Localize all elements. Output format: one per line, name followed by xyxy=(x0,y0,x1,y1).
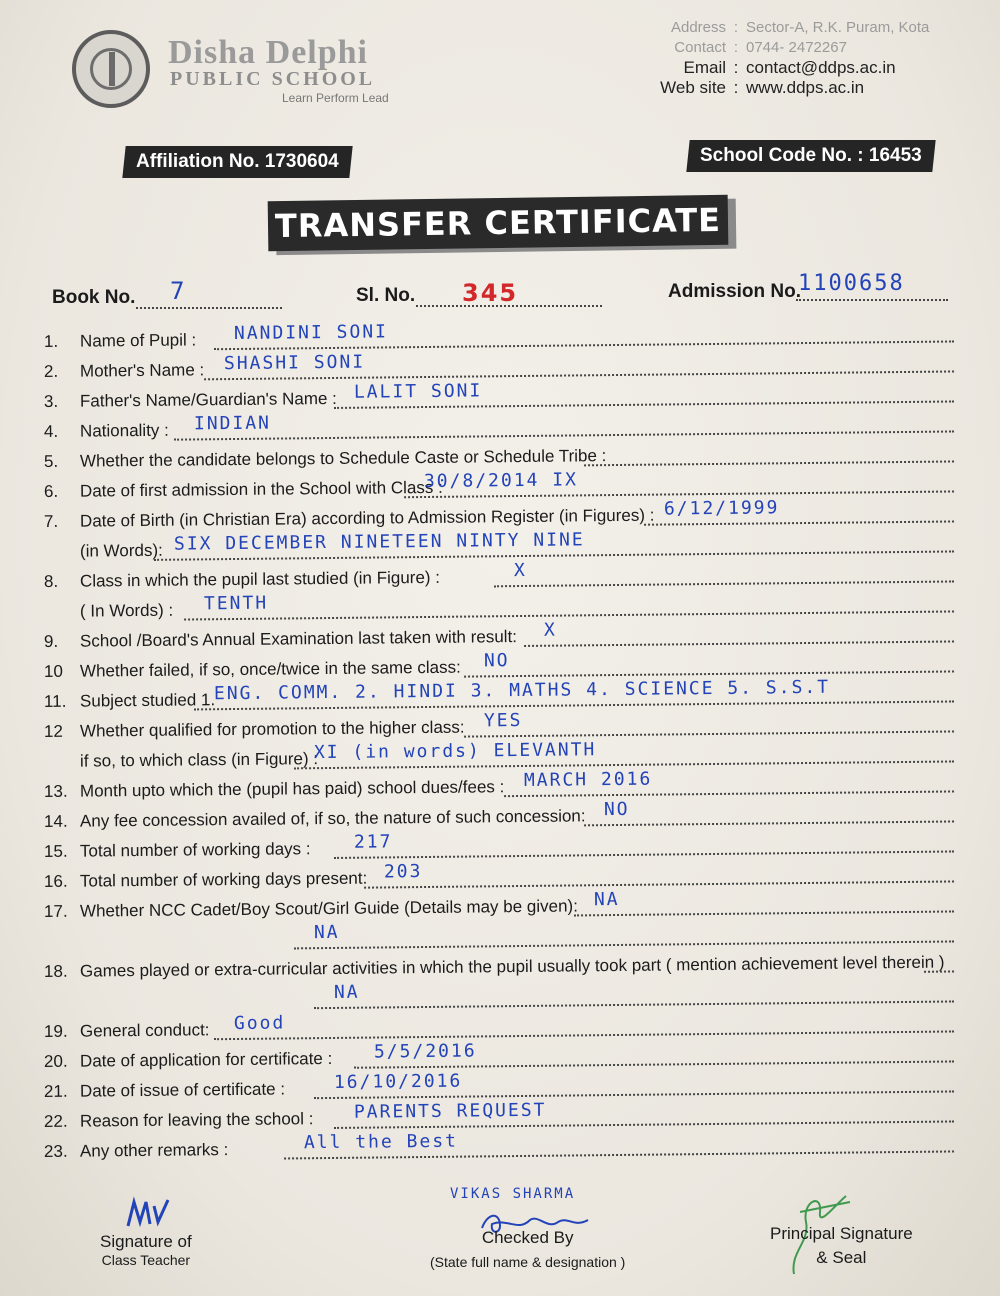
field-dotted-line xyxy=(494,580,954,587)
field-value: 217 xyxy=(353,831,393,853)
field-label: Class in which the pupil last studied (in Figure) : xyxy=(79,567,441,591)
field-label: Month upto which the (pupil has paid) school dues/fees : xyxy=(79,777,505,801)
school-tagline: Learn Perform Lead xyxy=(282,91,389,105)
field-label: (in Words): xyxy=(79,540,163,561)
field-dotted-line xyxy=(574,910,954,916)
field-number: 6. xyxy=(43,481,59,501)
school-subtitle: PUBLIC SCHOOL xyxy=(170,68,376,90)
contact-email: Email : contact@ddps.ac.in xyxy=(683,58,896,77)
admission-no-value: 1100658 xyxy=(798,271,905,296)
field-label: Father's Name/Guardian's Name : xyxy=(79,388,337,411)
contact-address: Address : Sector-A, R.K. Puram, Kota xyxy=(670,19,930,36)
field-dotted-line xyxy=(524,640,954,647)
affiliation-badge: Affiliation No. 1730604 xyxy=(122,146,352,178)
field-number: 22. xyxy=(43,1111,68,1131)
field-number: 14. xyxy=(43,811,68,831)
field-label: Date of application for certificate : xyxy=(79,1048,333,1071)
field-number: 7. xyxy=(43,511,59,531)
field-label: Total number of working days : xyxy=(79,839,311,861)
field-value: TENTH xyxy=(203,592,269,615)
field-label: Mother's Name : xyxy=(79,360,205,381)
field-number: 17. xyxy=(43,901,68,921)
checked-by-signature: Checked By (State full name & designation ) xyxy=(430,1228,626,1270)
field-value: SIX DECEMBER NINETEEN NINTY NINE xyxy=(173,529,585,555)
field-label: Nationality : xyxy=(79,420,169,441)
school-code-badge: School Code No. : 16453 xyxy=(686,140,935,172)
field-label: if so, to which class (in Figure) : xyxy=(79,749,319,771)
checked-by-name: VIKAS SHARMA xyxy=(450,1186,576,1202)
field-value: 203 xyxy=(383,861,423,883)
field-dotted-line xyxy=(334,850,954,858)
field-number: 10 xyxy=(43,661,64,681)
field-value: MARCH 2016 xyxy=(523,768,653,791)
field-dotted-line xyxy=(924,970,954,972)
field-value: 16/10/2016 xyxy=(333,1070,463,1093)
book-no-value: 7 xyxy=(170,277,187,305)
field-number: 18. xyxy=(43,961,68,981)
contact-website: Web site : www.ddps.ac.in xyxy=(660,78,865,97)
field-label: School /Board's Annual Examination last taken with result: xyxy=(79,627,518,651)
field-number: 23. xyxy=(43,1141,68,1161)
field-value: 5/5/2016 xyxy=(373,1040,477,1063)
book-no-label: Book No. xyxy=(52,287,136,308)
sl-no-value: 345 xyxy=(462,279,519,307)
field-dotted-line xyxy=(364,880,954,888)
school-logo-icon xyxy=(72,30,150,108)
school-name: Disha Delphi xyxy=(168,34,368,71)
field-value: 30/8/2014 IX xyxy=(423,469,579,493)
field-value: Good xyxy=(233,1012,286,1035)
field-number: 16. xyxy=(43,871,68,891)
field-value: LALIT SONI xyxy=(353,380,483,403)
field-label: Any other remarks : xyxy=(79,1140,229,1161)
field-number: 20. xyxy=(43,1051,68,1071)
field-number: 9. xyxy=(43,631,59,651)
field-value: 6/12/1999 xyxy=(663,497,780,520)
field-label: Name of Pupil : xyxy=(79,330,197,351)
field-label: Any fee concession availed of, if so, the nature of such concession: xyxy=(79,806,586,831)
field-dotted-line xyxy=(584,820,954,826)
field-value: NA xyxy=(333,981,360,1003)
class-teacher-signature-icon xyxy=(120,1196,180,1236)
field-number: 8. xyxy=(43,571,59,591)
field-value: X xyxy=(513,559,527,582)
field-value: INDIAN xyxy=(193,412,272,435)
field-label: Whether qualified for promotion to the higher class: xyxy=(79,717,465,741)
field-label: Games played or extra-curricular activities in which the pupil usually took part ( mention achievement level therein ) xyxy=(79,952,945,981)
field-value: NO xyxy=(603,798,630,821)
sl-no-label: Sl. No. xyxy=(356,285,416,306)
field-label: Date of Birth (in Christian Era) according to Admission Register (in Figures) : xyxy=(79,505,655,531)
field-dotted-line xyxy=(584,460,954,466)
field-dotted-line xyxy=(314,1000,954,1009)
field-number: 21. xyxy=(43,1081,68,1101)
field-dotted-line xyxy=(294,940,954,949)
field-label: Whether the candidate belongs to Schedule Caste or Schedule Tribe : xyxy=(79,446,607,471)
field-number: 11. xyxy=(43,691,67,711)
field-number: 1. xyxy=(43,331,59,351)
certificate-title: TRANSFER CERTIFICATE xyxy=(268,195,729,251)
field-number: 15. xyxy=(43,841,68,861)
field-value: NA xyxy=(313,921,340,944)
field-number: 19. xyxy=(43,1021,68,1041)
field-value: X xyxy=(543,619,557,641)
contact-phone: Contact : 0744- 2472267 xyxy=(674,39,847,56)
field-label: Whether NCC Cadet/Boy Scout/Girl Guide (Details may be given): xyxy=(79,896,578,921)
field-value: ENG. COMM. 2. HINDI 3. MATHS 4. SCIENCE 5. S.S.T xyxy=(213,676,831,705)
field-number: 3. xyxy=(43,391,59,411)
field-label: ( In Words) : xyxy=(79,600,174,621)
certificate-meta-row xyxy=(50,271,950,315)
admission-no-label: Admission No. xyxy=(668,281,802,302)
field-value: XI (in words) ELEVANTH xyxy=(313,739,597,764)
contact-block xyxy=(600,18,980,98)
field-value: All the Best xyxy=(303,1130,459,1154)
field-label: Date of first admission in the School with Class : xyxy=(79,477,443,501)
field-label: Whether failed, if so, once/twice in the same class: xyxy=(79,657,461,681)
field-value: YES xyxy=(483,709,523,732)
class-teacher-signature: Signature of Class Teacher xyxy=(100,1232,192,1268)
field-number: 5. xyxy=(43,451,59,471)
field-number: 4. xyxy=(43,421,59,441)
field-number: 2. xyxy=(43,361,59,381)
field-value: NO xyxy=(483,650,510,672)
principal-signature: Principal Signature & Seal xyxy=(770,1224,913,1267)
field-value: NA xyxy=(593,888,620,911)
field-label: Subject studied 1. xyxy=(79,690,216,711)
field-number: 12 xyxy=(43,721,64,741)
field-value: NANDINI SONI xyxy=(233,321,389,345)
field-label: Total number of working days present: xyxy=(79,868,368,891)
field-label: Reason for leaving the school : xyxy=(79,1109,314,1131)
field-label: General conduct: xyxy=(79,1020,210,1041)
field-label: Date of issue of certificate : xyxy=(79,1079,286,1101)
field-number: 13. xyxy=(43,781,68,801)
field-value: PARENTS REQUEST xyxy=(353,1099,547,1123)
field-value: SHASHI SONI xyxy=(223,351,366,375)
